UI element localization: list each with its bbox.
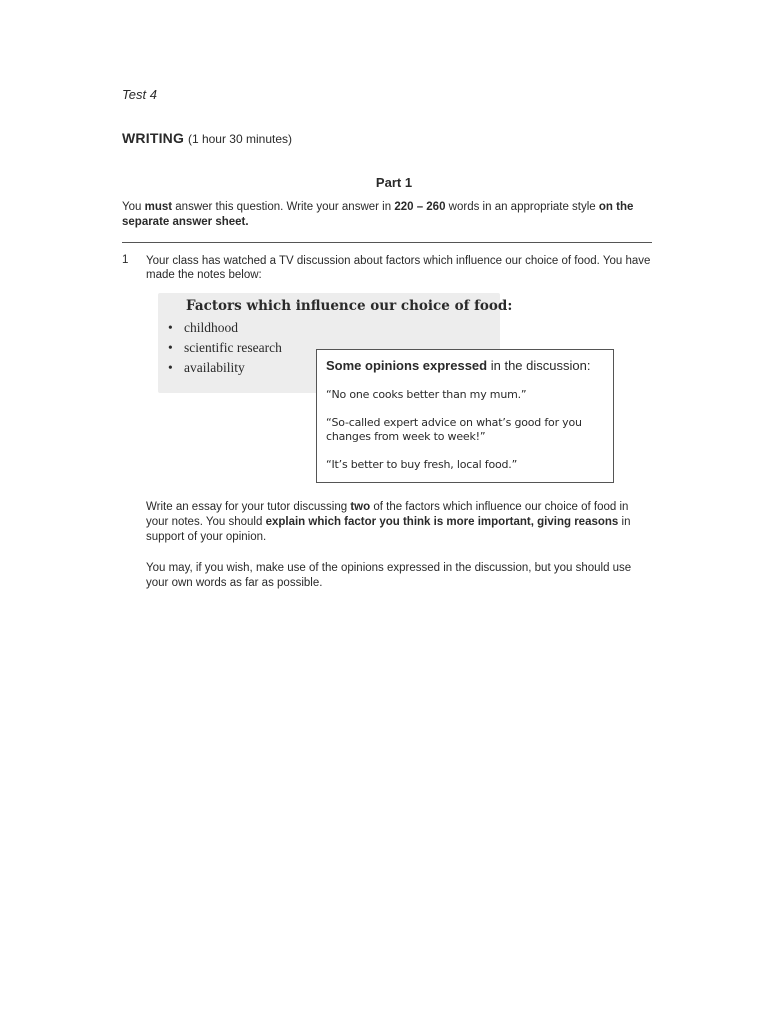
- opinion-quote: “It’s better to buy fresh, local food.”: [326, 458, 518, 471]
- bullet-icon: •: [168, 320, 173, 335]
- opinions-title: [326, 358, 590, 373]
- part-title-text: Part 1: [375, 175, 413, 190]
- task-two: two: [350, 501, 371, 513]
- instructions: [122, 200, 652, 230]
- question-number: 1: [122, 254, 129, 266]
- list-item: [168, 358, 282, 378]
- section-title: WRITING: [122, 130, 185, 146]
- notes-list: [168, 318, 282, 378]
- part-title: [0, 175, 768, 190]
- instructions-text-1: You: [122, 201, 145, 213]
- question-text: Your class has watched a TV discussion about factors which influence our choice of food. You have made the notes below:: [146, 255, 651, 281]
- instructions-text-3: words in an appropriate style: [445, 201, 599, 213]
- divider: [122, 242, 652, 243]
- section-heading: [122, 130, 292, 146]
- instructions-text-2: answer this question. Write your answer in: [172, 201, 395, 213]
- instructions-must: must: [144, 201, 173, 213]
- bullet-icon: •: [168, 360, 173, 375]
- task-explain: explain which factor you think is more important, giving reasons: [265, 516, 619, 528]
- task-text-3: in support of your opinion.: [146, 516, 631, 543]
- opinion-quote: “So-called expert advice on what’s good for you changes from week to week!”: [326, 416, 582, 443]
- task-text-2: of the factors which influence our choice of food in your notes. You should: [146, 501, 629, 528]
- note-item-text: scientific research: [184, 340, 282, 355]
- note-item-text: childhood: [184, 320, 238, 335]
- opinion-quote: “No one cooks better than my mum.”: [326, 388, 527, 401]
- instructions-word-count: 220 – 260: [394, 201, 446, 213]
- test-label: Test 4: [122, 87, 157, 102]
- task-paragraph: [146, 500, 646, 545]
- list-item: [168, 318, 282, 338]
- notes-title: Factors which influence our choice of food:: [186, 298, 513, 314]
- note-item-text: availability: [184, 360, 245, 375]
- task-text-1: Write an essay for your tutor discussing: [146, 501, 351, 513]
- section-duration: (1 hour 30 minutes): [187, 132, 293, 146]
- opinions-title-rest: in the discussion:: [487, 358, 591, 373]
- opinions-title-bold: Some opinions expressed: [326, 358, 488, 373]
- list-item: [168, 338, 282, 358]
- instructions-answer-sheet: on the separate answer sheet.: [122, 201, 634, 228]
- opinion-note-paragraph: You may, if you wish, make use of the opinions expressed in the discussion, but you should use your own words as far as possible.: [146, 562, 632, 589]
- bullet-icon: •: [168, 340, 173, 355]
